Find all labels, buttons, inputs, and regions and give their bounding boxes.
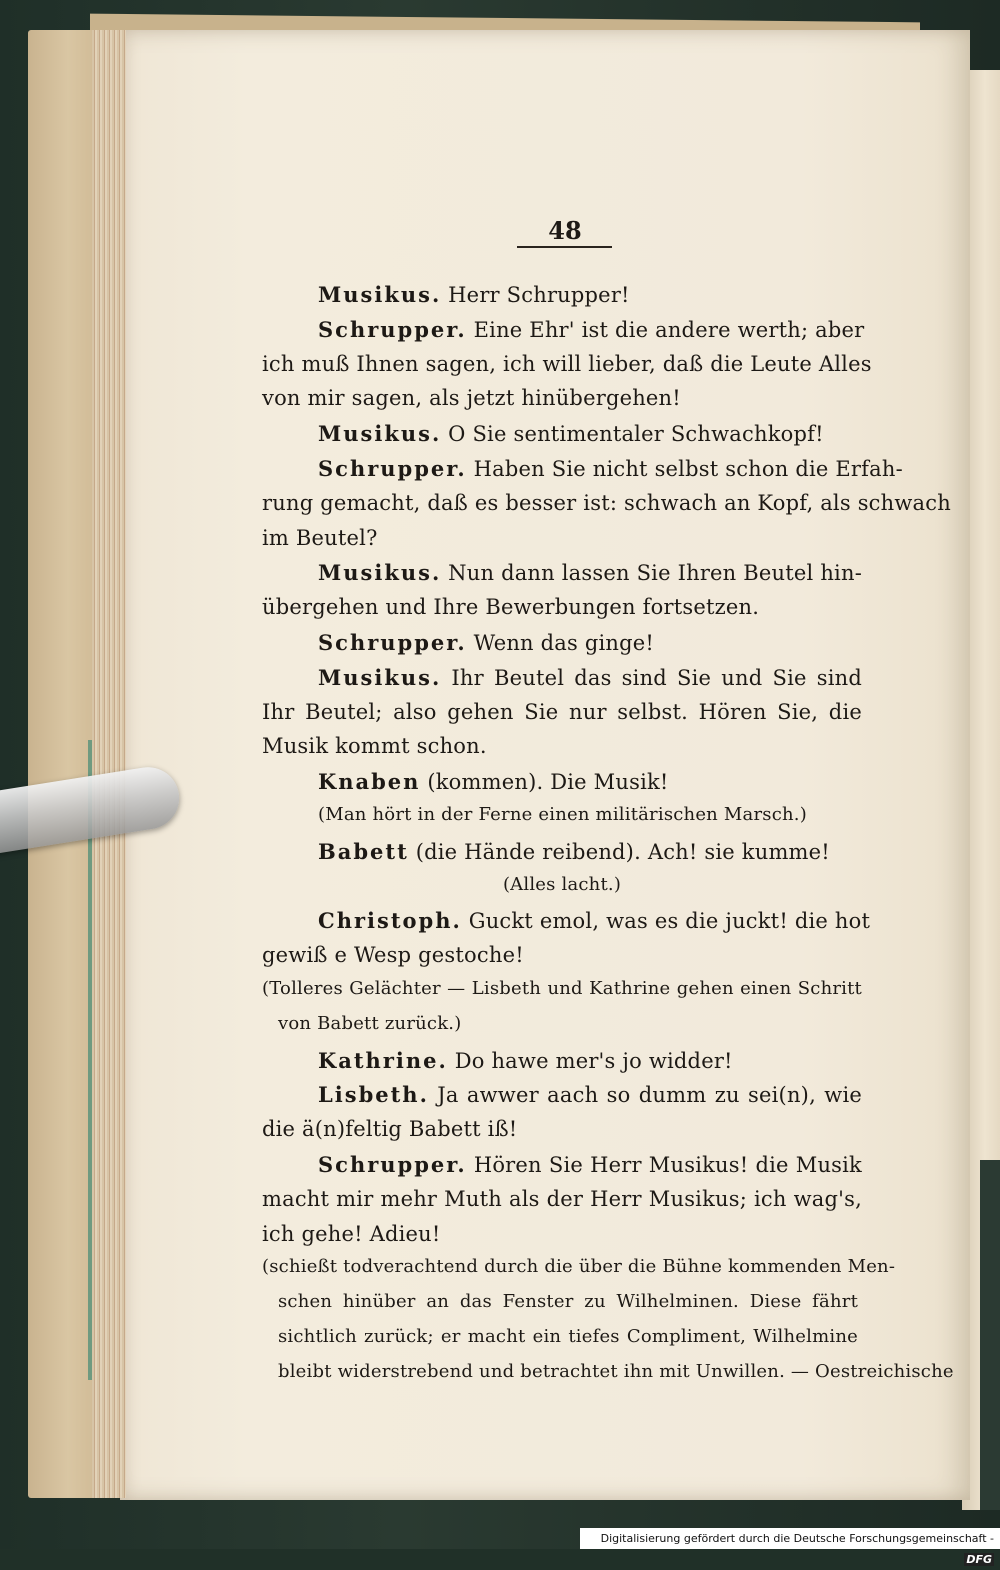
- scanner-gap: [980, 1160, 1000, 1510]
- line-text: bleibt widerstrebend und betrachtet ihn mit Unwillen. — Oestreichische: [278, 1360, 954, 1382]
- speaker-name: Christoph.: [318, 908, 462, 934]
- book-page: [120, 30, 970, 1500]
- text-line: [262, 734, 862, 758]
- line-text: Musik kommt schon.: [262, 734, 487, 759]
- dfg-logo: DFG: [966, 1553, 992, 1566]
- line-text: (schießt todverachtend durch die über die Bühne kommenden Men-: [262, 1256, 896, 1278]
- line-text: Nun dann lassen Sie Ihren Beutel hin-: [448, 561, 862, 586]
- text-line: [262, 943, 862, 967]
- line-text: macht mir mehr Muth als der Herr Musikus; ich wag's,: [262, 1186, 862, 1211]
- page-number: 48: [548, 216, 582, 245]
- text-line: [262, 1222, 862, 1246]
- line-text: Herr Schrupper!: [448, 283, 630, 307]
- text-line: [318, 839, 862, 864]
- text-line: [278, 1013, 858, 1034]
- speaker-name: Musikus.: [318, 664, 442, 690]
- line-text: Hören Sie Herr Musikus! die Musik: [473, 1153, 862, 1177]
- text-line: [262, 351, 872, 376]
- line-text: (die Hände reibend). Ach! sie kumme!: [415, 839, 830, 864]
- text-line: [318, 282, 862, 307]
- text-line: [318, 560, 862, 585]
- line-text: schen hinüber an das Fenster zu Wilhelminen. Diese fährt: [278, 1291, 858, 1313]
- digitization-footer: [580, 1528, 1000, 1566]
- text-line: [278, 1291, 858, 1312]
- text-line: [262, 595, 862, 619]
- footer-credit: Digitalisierung gefördert durch die Deutsche Forschungsgemeinschaft -: [600, 1532, 994, 1545]
- text-line: [318, 421, 862, 446]
- line-text: von Babett zurück.): [278, 1012, 462, 1034]
- text-line: [318, 456, 903, 481]
- line-text: die ä(n)feltig Babett iß!: [262, 1117, 518, 1142]
- line-text: von mir sagen, als jetzt hinübergehen!: [262, 386, 681, 411]
- speaker-name: Lisbeth.: [318, 1082, 429, 1108]
- text-line: [318, 1082, 862, 1107]
- line-text: Ihr Beutel; also gehen Sie nur selbst. Hören Sie, die: [262, 699, 862, 724]
- line-text: (Man hört in der Ferne einen militärischen Marsch.): [318, 804, 807, 825]
- speaker-name: Musikus.: [318, 560, 442, 586]
- speaker-name: Musikus.: [318, 282, 442, 307]
- line-text: ich muß Ihnen sagen, ich will lieber, daß die Leute Alles: [262, 351, 872, 376]
- text-line: [318, 1048, 862, 1073]
- text-line: [262, 490, 951, 515]
- text-line: [318, 908, 871, 934]
- line-text: im Beutel?: [262, 525, 378, 550]
- line-text: Haben Sie nicht selbst schon die Erfah-: [473, 457, 903, 481]
- speaker-name: Schrupper.: [318, 316, 467, 342]
- line-text: Do hawe mer's jo widder!: [454, 1048, 733, 1073]
- line-text: Guckt emol, was es die juckt! die hot: [468, 909, 871, 934]
- text-line: [262, 978, 862, 999]
- line-text: rung gemacht, daß es besser ist: schwach an Kopf, als schwach: [262, 490, 951, 515]
- page-block-edges: [92, 30, 126, 1498]
- text-line: [262, 700, 862, 724]
- text-line: [278, 1326, 858, 1347]
- line-text: (Tolleres Gelächter — Lisbeth und Kathrine gehen einen Schritt: [262, 978, 862, 999]
- text-line: [262, 386, 862, 410]
- line-text: ich gehe! Adieu!: [262, 1221, 441, 1246]
- speaker-name: Schrupper.: [318, 630, 467, 655]
- text-line: [318, 804, 862, 825]
- line-text: O Sie sentimentaler Schwachkopf!: [448, 422, 824, 447]
- text-line: [318, 1152, 862, 1177]
- text-line: [318, 316, 865, 342]
- text-line: [262, 1187, 862, 1211]
- line-text: Ihr Beutel das sind Sie und Sie sind: [451, 665, 862, 690]
- text-line: [318, 769, 862, 794]
- text-line: [262, 874, 862, 895]
- line-text: gewiß e Wesp gestoche!: [262, 943, 524, 968]
- line-text: Ja awwer aach so dumm zu sei(n), wie: [437, 1083, 862, 1108]
- speaker-name: Schrupper.: [318, 1152, 467, 1177]
- speaker-name: Musikus.: [318, 421, 442, 447]
- line-text: Wenn das ginge!: [473, 631, 655, 655]
- line-text: übergehen und Ihre Bewerbungen fortsetzen.: [262, 595, 760, 620]
- speaker-name: Kathrine.: [318, 1047, 448, 1073]
- text-line: [318, 630, 862, 655]
- speaker-name: Knaben: [318, 769, 421, 795]
- text-line: [262, 1256, 896, 1278]
- text-line: [262, 526, 862, 550]
- speaker-name: Schrupper.: [318, 456, 467, 481]
- line-text: sichtlich zurück; er macht ein tiefes Compliment, Wilhelmine: [278, 1326, 858, 1347]
- text-line: [262, 1117, 862, 1141]
- speaker-name: Babett: [318, 838, 409, 864]
- line-text: (kommen). Die Musik!: [427, 770, 669, 795]
- page-number-rule: [517, 246, 612, 248]
- text-line: [278, 1360, 954, 1382]
- line-text: (Alles lacht.): [502, 873, 622, 895]
- text-line: [318, 665, 862, 690]
- line-text: Eine Ehr' ist die andere werth; aber: [473, 317, 865, 342]
